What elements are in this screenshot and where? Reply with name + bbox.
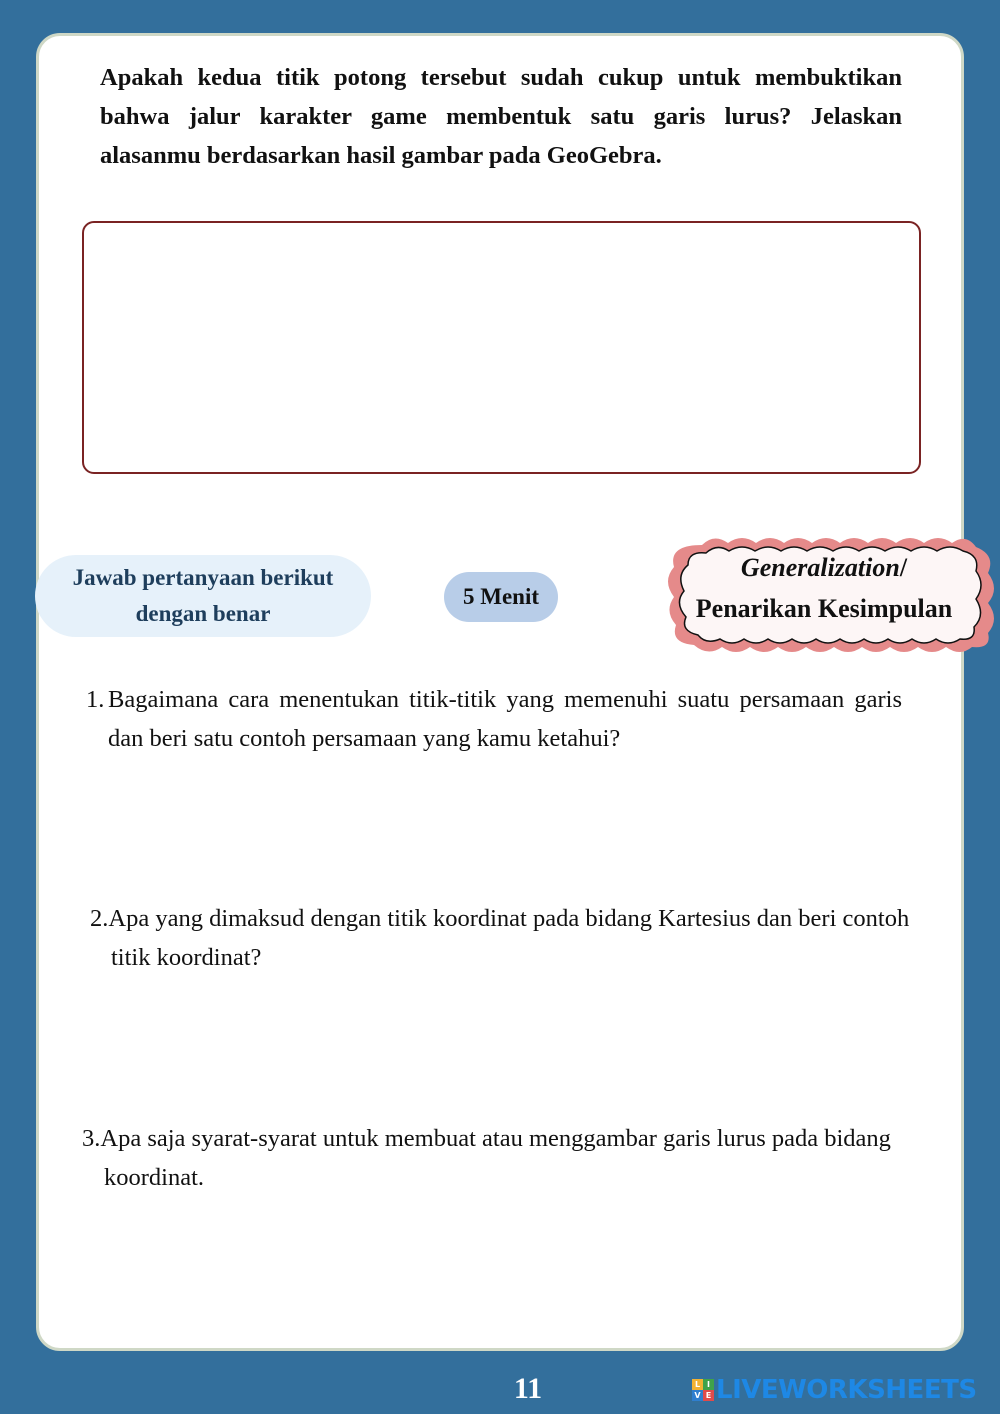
instruction-line-1: Jawab pertanyaan berikut xyxy=(72,565,334,590)
brand-icon-letter: L xyxy=(692,1379,703,1390)
section-badge-subtitle: Penarikan Kesimpulan xyxy=(695,594,953,623)
question-2-number: 2. xyxy=(90,905,109,932)
page-number: 11 xyxy=(513,1372,543,1405)
section-badge-title-italic: Generalization xyxy=(740,553,900,582)
section-badge xyxy=(662,531,1000,657)
brand-icon-letter: I xyxy=(703,1379,714,1390)
section-badge-separator: / xyxy=(899,553,908,582)
question-3-text: Apa saja syarat-syarat untuk membuat atau menggambar garis lurus pada bidang koordinat. xyxy=(100,1125,891,1191)
intro-question: Apakah kedua titik potong tersebut sudah cukup untuk membuktikan bahwa jalur karakter game membentuk satu garis lurus? Jelaskan alasanmu berdasarkan hasil gambar pada GeoGebra. xyxy=(100,64,902,169)
question-3-line xyxy=(82,1119,952,1197)
question-1-text: Bagaimana cara menentukan titik-titik yang memenuhi suatu persamaan garis dan beri satu contoh persamaan yang kamu ketahui? xyxy=(108,686,902,752)
timer-badge: 5 Menit xyxy=(444,572,558,622)
section-badge-title xyxy=(662,547,986,588)
brand-icon-letter: E xyxy=(703,1390,714,1401)
brand-name: LIVEWORKSHEETS xyxy=(716,1375,977,1405)
liveworksheets-logo[interactable] xyxy=(692,1375,977,1405)
brand-icon-letter: V xyxy=(692,1390,703,1401)
instruction-label xyxy=(35,555,371,637)
question-2-text: Apa yang dimaksud dengan titik koordinat pada bidang Kartesius dan beri contoh titik koordinat? xyxy=(108,905,910,971)
question-1-number: 1. xyxy=(86,686,105,713)
liveworksheets-icon xyxy=(692,1379,714,1401)
question-2-line xyxy=(90,899,920,977)
question-3-number: 3. xyxy=(82,1125,101,1152)
question-1 xyxy=(86,680,902,758)
question-3 xyxy=(82,1119,952,1197)
section-badge-text xyxy=(662,547,986,629)
instruction-line-2: dengan benar xyxy=(135,601,271,626)
answer-text-box[interactable] xyxy=(82,221,921,474)
question-2 xyxy=(90,899,920,977)
